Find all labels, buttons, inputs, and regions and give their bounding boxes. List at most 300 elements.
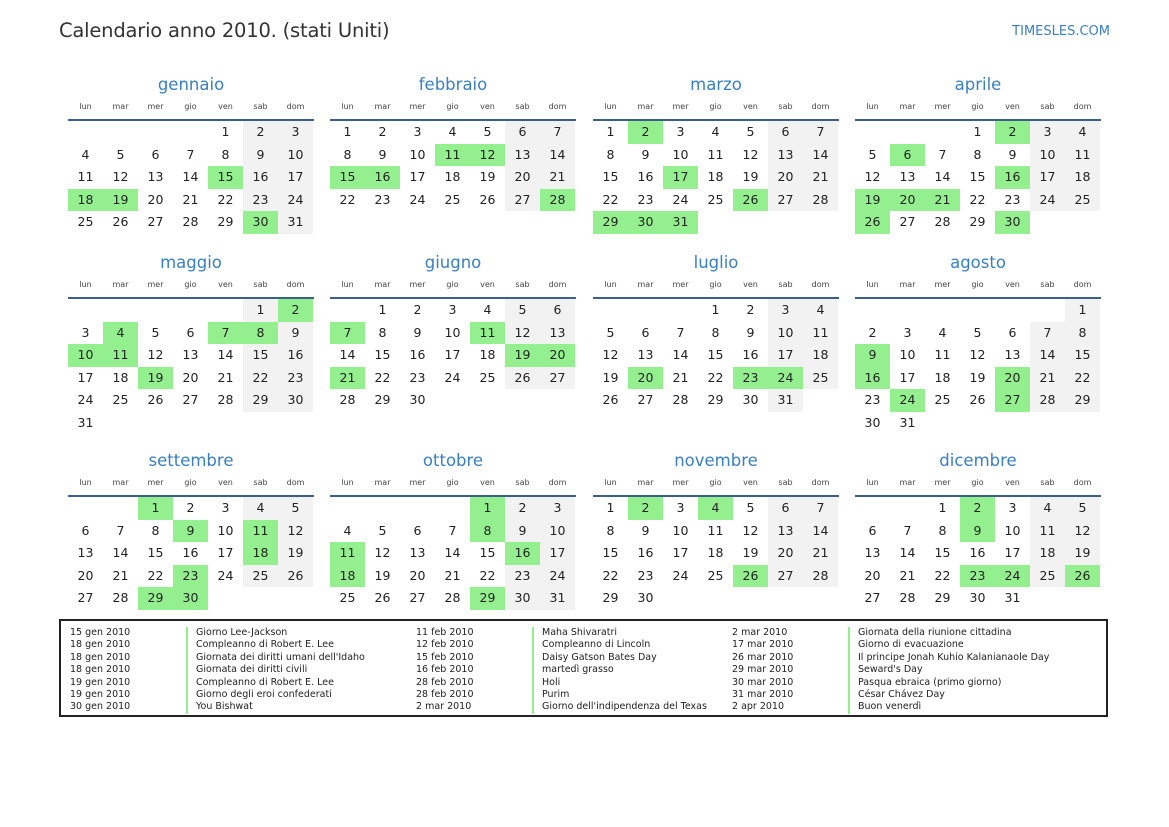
day-cell: 9 (855, 344, 890, 367)
weekday-label: lun (341, 102, 354, 111)
month-name: maggio (160, 253, 222, 272)
holiday-name: Giornata dei diritti civili (186, 664, 307, 676)
day-cell: 9 (243, 144, 278, 167)
day-cell: 19 (278, 542, 313, 565)
month-name: novembre (674, 451, 758, 470)
weekday-label: gio (184, 478, 197, 487)
day-cell: 20 (540, 344, 575, 367)
day-cell: 28 (540, 189, 575, 212)
day-cell: 21 (540, 166, 575, 189)
weekday-label: dom (548, 478, 567, 487)
week-row (593, 322, 839, 345)
day-cell: 22 (707, 369, 724, 385)
day-cell: 18 (112, 369, 129, 385)
day-cell: 21 (182, 191, 199, 207)
day-cell: 29 (470, 587, 505, 610)
empty-day-cell (103, 412, 138, 435)
empty-day-cell (1030, 587, 1065, 610)
day-cell: 24 (995, 565, 1030, 588)
day-cell: 21 (330, 367, 365, 390)
day-cell: 26 (855, 211, 890, 234)
day-cell: 5 (483, 124, 492, 139)
day-cell: 4 (711, 124, 720, 139)
holiday-row (416, 689, 746, 701)
day-cell: 29 (217, 214, 234, 229)
day-cell: 14 (444, 545, 461, 560)
day-cell: 30 (742, 392, 759, 407)
weekday-label: mer (934, 478, 951, 487)
day-cell: 15 (1065, 344, 1100, 367)
day-cell: 8 (151, 522, 160, 538)
day-cell: 10 (1004, 522, 1021, 538)
day-cell: 18 (803, 344, 838, 367)
day-cell: 18 (479, 347, 496, 362)
holiday-name: You Bishwat (186, 701, 253, 713)
empty-day-cell (278, 587, 313, 610)
day-cell: 7 (803, 121, 838, 144)
weekday-label: ven (480, 478, 495, 487)
holiday-date: 30 mar 2010 (732, 676, 794, 688)
day-cell: 10 (768, 322, 803, 345)
weekday-label: mer (934, 102, 951, 111)
day-cell: 25 (112, 392, 129, 407)
week-row (855, 189, 1101, 212)
day-cell: 5 (746, 124, 755, 139)
day-cell: 7 (938, 146, 947, 162)
day-cell: 7 (540, 121, 575, 144)
day-cell: 9 (378, 146, 387, 162)
day-cell: 12 (147, 347, 164, 362)
holiday-list (59, 619, 1108, 717)
day-cell: 29 (969, 214, 986, 229)
week-row (855, 412, 1101, 435)
week-row (330, 121, 576, 144)
weekday-label: sab (778, 102, 793, 111)
day-cell: 4 (103, 322, 138, 345)
holiday-name: martedì grasso (532, 664, 614, 676)
day-cell: 18 (243, 542, 278, 565)
empty-day-cell (1065, 412, 1100, 435)
month-giugno (330, 252, 576, 412)
holiday-name: Giornata della riunione cittadina (848, 627, 1012, 639)
holiday-row (416, 664, 746, 676)
day-cell: 9 (505, 520, 540, 543)
weekday-label: dom (811, 280, 830, 289)
month-maggio (68, 252, 314, 434)
empty-day-cell (1065, 587, 1100, 610)
day-cell: 6 (413, 522, 422, 538)
day-cell: 3 (540, 497, 575, 520)
day-cell: 28 (803, 189, 838, 212)
day-cell: 2 (868, 324, 877, 340)
day-cell: 11 (1065, 144, 1100, 167)
weekday-header (855, 280, 1101, 299)
day-cell: 23 (637, 191, 654, 207)
weekday-label: gio (446, 280, 459, 289)
holiday-row (732, 639, 1062, 651)
day-cell: 9 (641, 522, 650, 538)
holiday-row (732, 677, 1062, 689)
empty-day-cell (768, 587, 803, 610)
day-cell: 8 (470, 520, 505, 543)
day-cell: 12 (742, 146, 759, 162)
day-cell: 31 (768, 389, 803, 412)
weekday-label: lun (604, 102, 617, 111)
day-cell: 8 (243, 322, 278, 345)
month-dicembre (855, 450, 1101, 610)
day-cell: 13 (147, 169, 164, 184)
day-cell: 15 (479, 545, 496, 560)
day-cell: 17 (768, 344, 803, 367)
holiday-name: Giorno di evacuazione (848, 639, 964, 651)
week-row (593, 211, 839, 234)
empty-day-cell (698, 587, 733, 610)
day-cell: 8 (711, 324, 720, 340)
day-cell: 3 (278, 121, 313, 144)
weekday-label: sab (1040, 280, 1055, 289)
day-cell: 26 (969, 392, 986, 407)
day-cell: 21 (112, 567, 129, 583)
weekday-label: sab (1040, 478, 1055, 487)
empty-day-cell (138, 412, 173, 435)
day-cell: 8 (606, 522, 615, 538)
empty-day-cell (663, 299, 698, 322)
holiday-name: César Chávez Day (848, 689, 945, 701)
day-cell: 16 (637, 169, 654, 184)
weekday-label: lun (866, 102, 879, 111)
weekday-label: sab (515, 280, 530, 289)
weekday-label: dom (286, 478, 305, 487)
day-cell: 30 (243, 211, 278, 234)
weekday-label: mer (672, 478, 689, 487)
day-cell: 6 (505, 121, 540, 144)
weekday-label: dom (811, 478, 830, 487)
week-row (68, 587, 314, 610)
day-cell: 7 (803, 497, 838, 520)
weekday-label: mar (374, 102, 391, 111)
day-cell: 14 (934, 169, 951, 184)
week-row (855, 144, 1101, 167)
day-cell: 28 (803, 565, 838, 588)
holiday-date: 2 mar 2010 (416, 701, 472, 713)
day-cell: 23 (243, 189, 278, 212)
empty-day-cell (400, 497, 435, 520)
weekday-label: dom (1073, 102, 1092, 111)
day-cell: 20 (995, 367, 1030, 390)
day-cell: 27 (540, 367, 575, 390)
week-row (855, 520, 1101, 543)
day-cell: 24 (444, 369, 461, 385)
day-cell: 11 (243, 520, 278, 543)
day-cell: 30 (409, 392, 426, 407)
day-cell: 17 (1004, 545, 1021, 560)
day-cell: 12 (278, 520, 313, 543)
weekday-label: sab (1040, 102, 1055, 111)
day-cell: 13 (182, 347, 199, 362)
day-cell: 27 (77, 590, 94, 605)
day-cell: 29 (374, 392, 391, 407)
week-row (593, 299, 839, 322)
day-cell: 31 (899, 414, 916, 430)
day-cell: 13 (768, 144, 803, 167)
day-cell: 7 (903, 522, 912, 538)
month-name: settembre (148, 451, 234, 470)
day-cell: 11 (470, 322, 505, 345)
empty-day-cell (1030, 211, 1065, 234)
empty-day-cell (593, 299, 628, 322)
holiday-name: Pasqua ebraica (primo giorno) (848, 677, 1001, 689)
day-cell: 30 (278, 389, 313, 412)
empty-day-cell (733, 211, 768, 234)
day-cell: 30 (173, 587, 208, 610)
day-cell: 17 (1030, 166, 1065, 189)
day-cell: 11 (803, 322, 838, 345)
day-cell: 15 (243, 344, 278, 367)
month-agosto (855, 252, 1101, 434)
empty-day-cell (435, 389, 470, 412)
weekday-label: gio (971, 102, 984, 111)
day-cell: 9 (1008, 146, 1017, 162)
day-cell: 1 (470, 497, 505, 520)
day-cell: 22 (339, 191, 356, 207)
day-cell: 1 (243, 299, 278, 322)
day-cell: 14 (672, 347, 689, 362)
day-cell: 15 (969, 169, 986, 184)
empty-day-cell (243, 412, 278, 435)
month-ottobre (330, 450, 576, 610)
empty-day-cell (855, 497, 890, 520)
holiday-row (70, 701, 400, 713)
weekday-label: mer (672, 102, 689, 111)
day-cell: 15 (330, 166, 365, 189)
day-cell: 16 (637, 545, 654, 560)
weekday-header (593, 478, 839, 497)
day-cell: 3 (413, 124, 422, 139)
day-cell: 8 (343, 146, 352, 162)
holiday-date: 28 feb 2010 (416, 676, 474, 688)
day-cell: 5 (116, 146, 125, 162)
weekday-header (68, 478, 314, 497)
day-cell: 2 (278, 299, 313, 322)
week-row (330, 144, 576, 167)
week-row (330, 367, 576, 390)
empty-day-cell (243, 587, 278, 610)
day-cell: 25 (707, 191, 724, 207)
day-cell: 3 (676, 500, 685, 515)
day-cell: 14 (1030, 344, 1065, 367)
weekday-header (68, 102, 314, 121)
holiday-row (70, 652, 400, 664)
week-row (593, 497, 839, 520)
day-cell: 12 (374, 545, 391, 560)
weekday-label: mar (637, 280, 654, 289)
day-cell: 18 (707, 545, 724, 560)
day-cell: 20 (864, 567, 881, 583)
month-name: marzo (690, 75, 742, 94)
day-cell: 12 (112, 169, 129, 184)
day-cell: 6 (151, 146, 160, 162)
week-row (593, 166, 839, 189)
week-row (593, 389, 839, 412)
holiday-name: Seward's Day (848, 664, 923, 676)
day-cell: 16 (243, 166, 278, 189)
holiday-row (732, 664, 1062, 676)
day-cell: 16 (278, 344, 313, 367)
day-cell: 29 (593, 211, 628, 234)
day-cell: 19 (969, 369, 986, 385)
holiday-date: 18 gen 2010 (70, 664, 131, 676)
day-cell: 3 (676, 124, 685, 139)
day-cell: 2 (413, 302, 422, 317)
day-cell: 17 (663, 166, 698, 189)
day-cell: 21 (217, 369, 234, 385)
day-cell: 4 (698, 497, 733, 520)
weekday-label: mar (637, 102, 654, 111)
week-row (855, 389, 1101, 412)
day-cell: 13 (899, 169, 916, 184)
holiday-row (70, 689, 400, 701)
day-cell: 29 (138, 587, 173, 610)
weekday-label: gio (184, 102, 197, 111)
day-cell: 3 (81, 324, 90, 340)
holiday-name: Maha Shivaratri (532, 627, 617, 639)
empty-day-cell (995, 299, 1030, 322)
day-cell: 27 (995, 389, 1030, 412)
day-cell: 6 (890, 144, 925, 167)
month-marzo (593, 74, 839, 234)
day-cell: 10 (899, 347, 916, 362)
weekday-label: gio (709, 102, 722, 111)
empty-day-cell (470, 389, 505, 412)
holiday-date: 29 mar 2010 (732, 664, 794, 676)
day-cell: 24 (77, 392, 94, 407)
week-row (68, 565, 314, 588)
day-cell: 12 (864, 169, 881, 184)
day-cell: 1 (378, 302, 387, 317)
week-row (855, 344, 1101, 367)
month-aprile (855, 74, 1101, 234)
weekday-header (855, 478, 1101, 497)
day-cell: 17 (409, 169, 426, 184)
day-cell: 5 (151, 324, 160, 340)
week-row (593, 144, 839, 167)
month-novembre (593, 450, 839, 610)
week-row (855, 322, 1101, 345)
month-gennaio (68, 74, 314, 234)
day-cell: 25 (339, 590, 356, 605)
day-cell: 28 (217, 392, 234, 407)
holiday-row (732, 627, 1062, 639)
month-name: febbraio (418, 75, 488, 94)
day-cell: 26 (479, 191, 496, 207)
day-cell: 19 (374, 567, 391, 583)
day-cell: 26 (733, 189, 768, 212)
day-cell: 20 (147, 191, 164, 207)
holiday-name: Giorno degli eroi confederati (186, 689, 332, 701)
weekday-label: lun (79, 102, 92, 111)
day-cell: 27 (505, 189, 540, 212)
day-cell: 15 (147, 545, 164, 560)
day-cell: 17 (540, 542, 575, 565)
day-cell: 5 (505, 299, 540, 322)
site-link[interactable]: TIMESLES.COM (1012, 24, 1110, 39)
weekday-label: mer (147, 478, 164, 487)
day-cell: 10 (217, 522, 234, 538)
weekday-label: mer (934, 280, 951, 289)
holiday-column (732, 627, 1062, 714)
month-name: ottobre (422, 451, 484, 470)
holiday-name: Giornata dei diritti umani dell'Idaho (186, 652, 365, 664)
weekday-label: sab (515, 102, 530, 111)
week-row (68, 211, 314, 234)
weekday-label: gio (446, 102, 459, 111)
day-cell: 30 (505, 587, 540, 610)
weekday-label: sab (778, 478, 793, 487)
day-cell: 1 (138, 497, 173, 520)
day-cell: 10 (540, 520, 575, 543)
day-cell: 2 (378, 124, 387, 139)
weekday-label: mer (147, 280, 164, 289)
day-cell: 24 (540, 565, 575, 588)
day-cell: 27 (768, 565, 803, 588)
day-cell: 9 (278, 322, 313, 345)
weekday-label: ven (480, 280, 495, 289)
holiday-date: 15 feb 2010 (416, 651, 474, 663)
day-cell: 1 (606, 500, 615, 515)
week-row (330, 166, 576, 189)
week-row (68, 412, 314, 435)
holiday-column (70, 627, 400, 714)
day-cell: 25 (1065, 189, 1100, 212)
day-cell: 24 (768, 367, 803, 390)
day-cell: 24 (1030, 189, 1065, 212)
day-cell: 22 (479, 567, 496, 583)
weekday-header (330, 102, 576, 121)
day-cell: 10 (68, 344, 103, 367)
day-cell: 11 (435, 144, 470, 167)
day-cell: 3 (768, 299, 803, 322)
empty-day-cell (435, 497, 470, 520)
weekday-label: gio (709, 478, 722, 487)
day-cell: 24 (278, 189, 313, 212)
holiday-date: 26 mar 2010 (732, 651, 794, 663)
day-cell: 15 (934, 545, 951, 560)
week-row (330, 322, 576, 345)
empty-day-cell (173, 299, 208, 322)
weekday-label: dom (548, 280, 567, 289)
day-cell: 27 (768, 189, 803, 212)
week-row (593, 121, 839, 144)
day-cell: 18 (444, 169, 461, 184)
day-cell: 15 (602, 169, 619, 184)
weekday-label: dom (286, 102, 305, 111)
day-cell: 12 (742, 522, 759, 538)
week-row (593, 542, 839, 565)
day-cell: 25 (444, 191, 461, 207)
empty-day-cell (803, 587, 838, 610)
day-cell: 27 (409, 590, 426, 605)
weekday-label: gio (709, 280, 722, 289)
holiday-date: 19 gen 2010 (70, 688, 131, 700)
day-cell: 23 (409, 369, 426, 385)
day-cell: 16 (742, 347, 759, 362)
day-cell: 29 (602, 590, 619, 605)
day-cell: 19 (855, 189, 890, 212)
day-cell: 4 (803, 299, 838, 322)
holiday-name: Il principe Jonah Kuhio Kalanianaole Day (848, 652, 1049, 664)
day-cell: 27 (147, 214, 164, 229)
weekday-label: sab (253, 102, 268, 111)
